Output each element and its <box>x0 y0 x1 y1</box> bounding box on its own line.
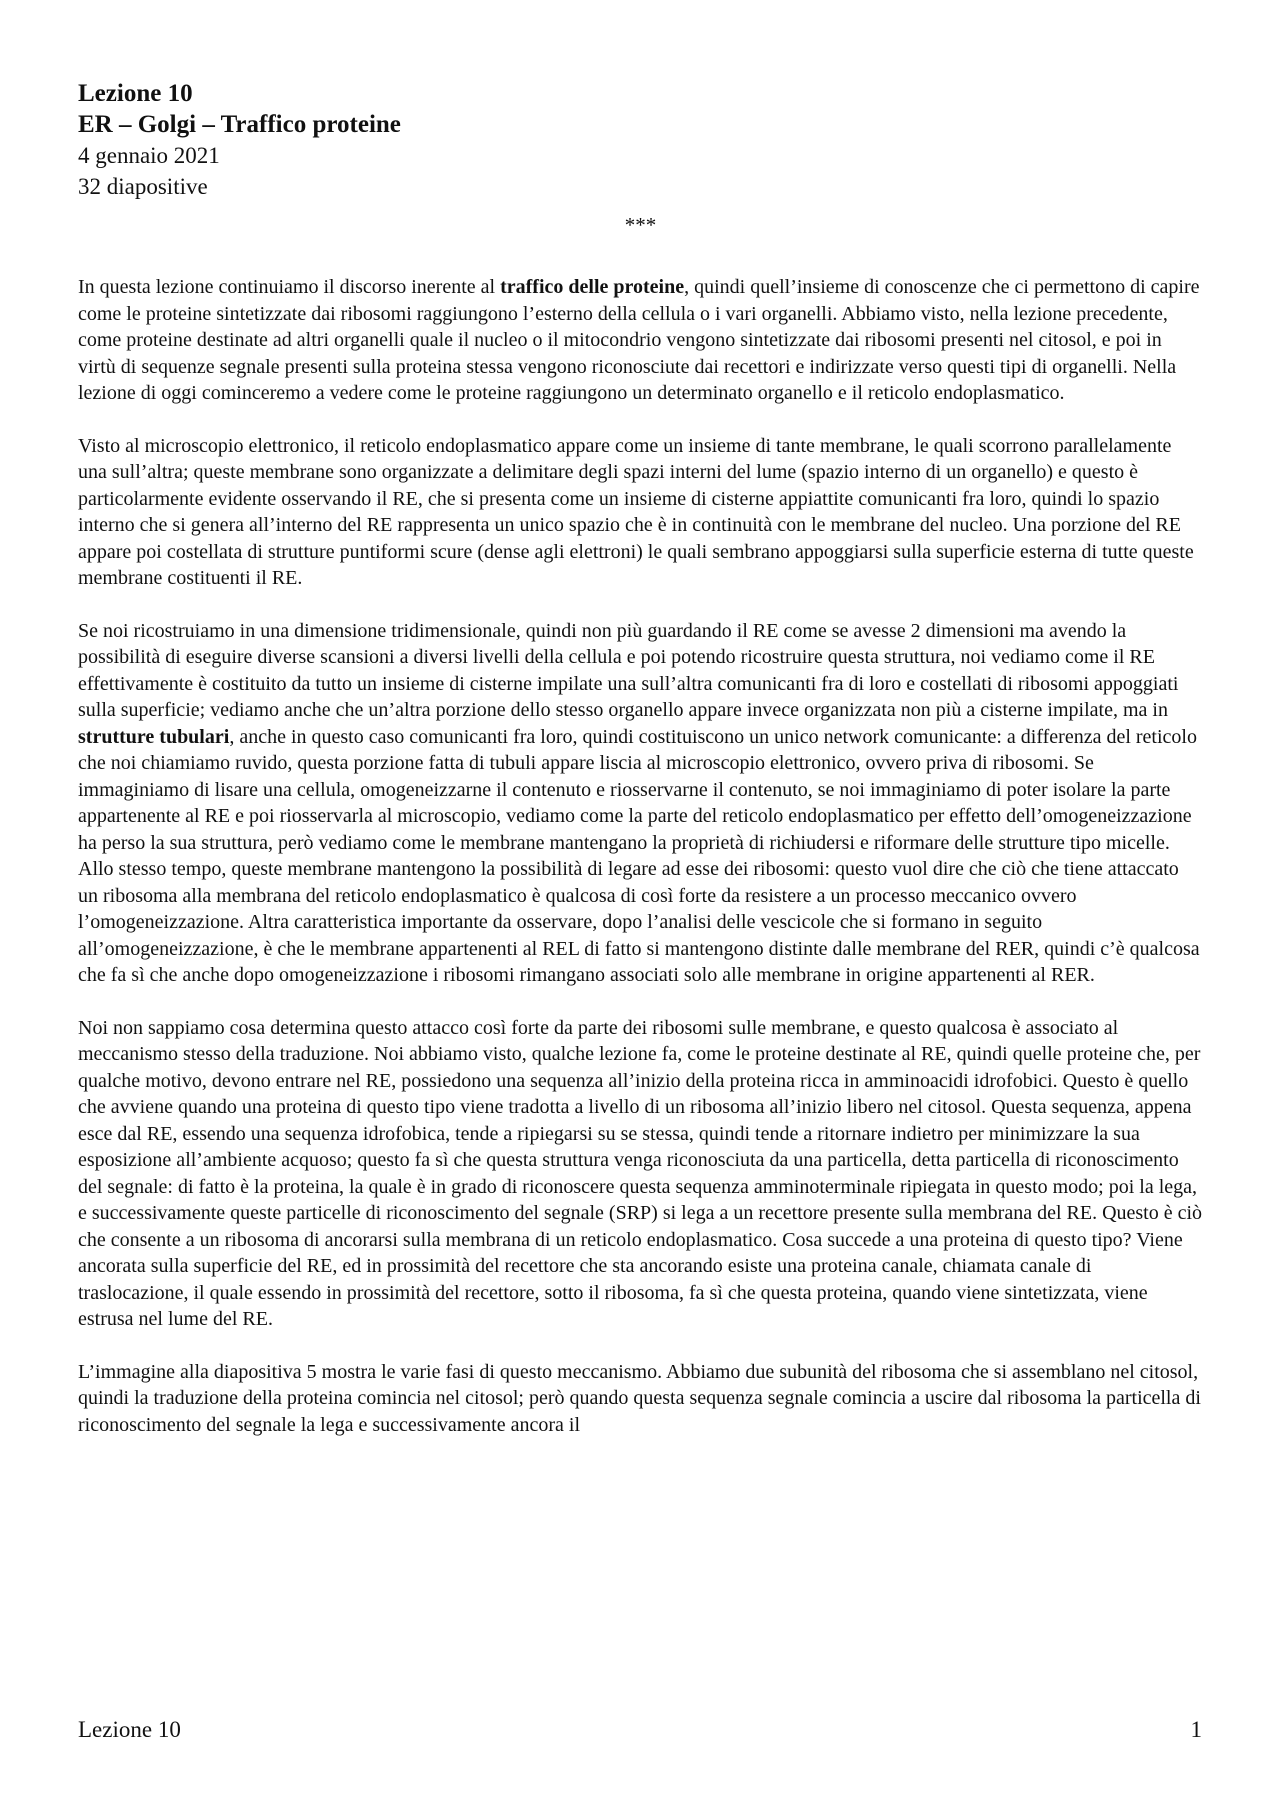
lesson-date: 4 gennaio 2021 <box>78 143 220 168</box>
slide-count: 32 diapositive <box>78 174 208 199</box>
bold-term: traffico delle proteine <box>500 276 685 298</box>
lesson-title: Lezione 10 <box>78 80 193 107</box>
footer-label: Lezione 10 <box>78 1717 181 1742</box>
section-separator: *** <box>624 213 657 237</box>
paragraph-3: Se noi ricostruiamo in una dimensione tridimensionale, quindi non più guardando il RE come se avesse 2 dimensioni ma avendo la possibilità di eseguire diverse scansioni a diversi livelli della cellula e poi potendo ricostruire questa struttura, noi vediamo come il RE effettivamente è costituito da tutto un insieme di cisterne impilate una sull’altra comunicanti fra di loro e costellati di ribosomi appoggiati sulla superficie; vediamo anche che un’altra porzione dello stesso organello appare invece organizzata non più a cisterne impilate, ma in strutture tubulari, anche in questo caso comunicanti fra loro, quindi costituiscono un unico network comunicante: a differenza del reticolo che noi chiamiamo ruvido, questa porzione fatta di tubuli appare liscia al microscopio elettronico, ovvero priva di ribosomi. Se immaginiamo di lisare una cellula, omogeneizzarne il contenuto e riosservarne il contenuto, se noi immaginiamo di poter isolare la parte appartenente al RE e poi riosservarla al microscopio, vediamo come la parte del reticolo endoplasmatico per effetto dell’omogeneizzazione ha perso la sua struttura, però vediamo come le membrane mantengano la proprietà di richiudersi e riformare delle strutture tipo micelle. Allo stesso tempo, queste membrane mantengono la possibilità di legare ad esse dei ribosomi: questo vuol dire che ciò che tiene attaccato un ribosoma alla membrana del reticolo endoplasmatico è qualcosa di così forte da resistere a un processo meccanico ovvero l’omogeneizzazione. Altra caratteristica importante da osservare, dopo l’analisi delle vescicole che si formano in seguito all’omogeneizzazione, è che le membrane appartenenti al REL di fatto si mantengono distinte dalle membrane del RER, quindi c’è qualcosa che fa sì che anche dopo omogeneizzazione i ribosomi rimangano associati solo alle membrane in origine appartenenti al RER. <box>78 619 1200 986</box>
lesson-topic: ER – Golgi – Traffico proteine <box>78 111 401 138</box>
page-footer <box>78 1716 1202 1744</box>
paragraph-4: Noi non sappiamo cosa determina questo attacco così forte da parte dei ribosomi sulle membrane, e questo qualcosa è associato al meccanismo stesso della traduzione. Noi abbiamo visto, qualche lezione fa, come le proteine destinate al RE, quindi quelle proteine che, per qualche motivo, devono entrare nel RE, possiedono una sequenza all’inizio della proteina ricca in amminoacidi idrofobici. Questo è quello che avviene quando una proteina di questo tipo viene tradotta a livello di un ribosoma all’inizio libero nel citosol. Questa sequenza, appena esce dal RE, essendo una sequenza idrofobica, tende a ripiegarsi su se stessa, quindi tende a ritornare indietro per minimizzare la sua esposizione all’ambiente acquoso; questo fa sì che questa struttura venga riconosciuta da una particella, detta particella di riconoscimento del segnale: di fatto è la proteina, la quale è in grado di riconoscere questa sequenza amminoterminale ripiegata in questo modo; poi la lega, e successivamente queste particelle di riconoscimento del segnale (SRP) si lega a un recettore presente sulla membrana del RE. Questo è ciò che consente a un ribosoma di ancorarsi sulla membrana di un reticolo endoplasmatico. Cosa succede a una proteina di questo tipo? Viene ancorata sulla superficie del RE, ed in prossimità del recettore che sta ancorando esiste una proteina canale, chiamata canale di traslocazione, il quale essendo in prossimità del recettore, sotto il ribosoma, fa sì che questa proteina, quando viene sintetizzata, viene estrusa nel lume del RE. <box>78 1016 1203 1330</box>
paragraph-2: Visto al microscopio elettronico, il reticolo endoplasmatico appare come un insieme di tante membrane, le quali scorrono parallelamente una sull’altra; queste membrane sono organizzate a delimitare degli spazi interni del lume (spazio interno di un organello) e questo è particolarmente evidente osservando il RE, che si presenta come un insieme di cisterne appiattite comunicanti fra loro, quindi lo spazio interno che si genera all’interno del RE rappresenta un unico spazio che è in continuità con le membrane del nucleo. Una porzione del RE appare poi costellata di strutture puntiformi scure (dense agli elettroni) le quali sembrano appoggiarsi sulla superficie esterna di tutte queste membrane costituenti il RE. <box>78 434 1194 589</box>
paragraph-1: In questa lezione continuiamo il discorso inerente al traffico delle proteine, quindi quell’insieme di conoscenze che ci permettono di capire come le proteine sintetizzate dai ribosomi raggiungono l’esterno della cellula o i vari organelli. Abbiamo visto, nella lezione precedente, come proteine destinate ad altri organelli quale il nucleo o il mitocondrio vengono sintetizzate dai ribosomi presenti nel citosol, e poi in virtù di sequenze segnale presenti sulla proteina stessa vengono riconosciute dai recettori e indirizzate verso questi tipi di organelli. Nella lezione di oggi cominceremo a vedere come le proteine raggiungono un determinato organello e il reticolo endoplasmatico. <box>78 276 1200 404</box>
bold-term: strutture tubulari <box>78 725 230 748</box>
paragraph-5: L’immagine alla diapositiva 5 mostra le varie fasi di questo meccanismo. Abbiamo due subunità del ribosoma che si assemblano nel citosol, quindi la traduzione della proteina comincia nel citosol; però quando questa sequenza segnale comincia a uscire dal ribosoma la particella di riconoscimento del segnale la lega e successivamente ancora il <box>78 1360 1201 1436</box>
document-page <box>78 78 1203 1464</box>
page-number: 1 <box>1190 1717 1202 1742</box>
